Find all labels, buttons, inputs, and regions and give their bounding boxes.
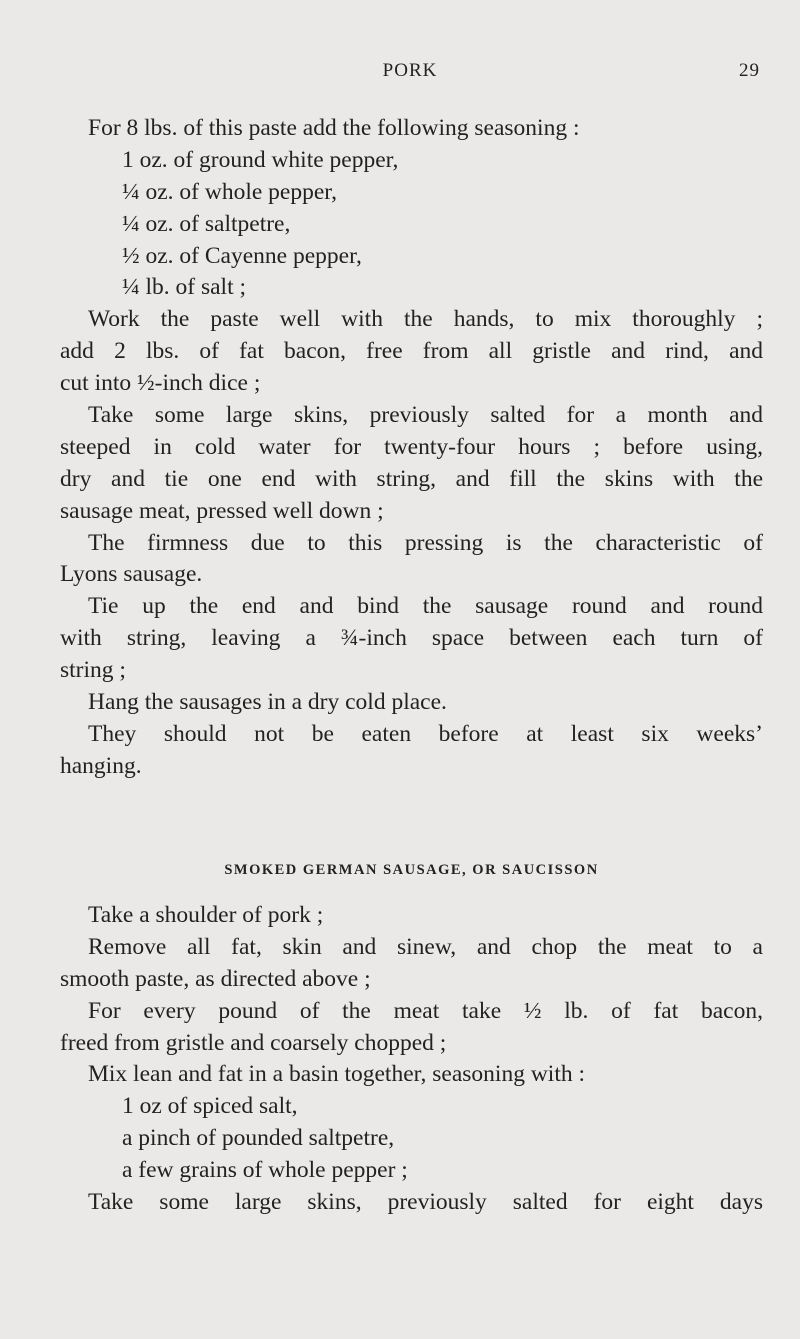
text-line: The firmness due to this pressing is the characteristic of [88, 529, 763, 556]
text-line: hanging. [60, 752, 142, 779]
text-line: Hang the sausages in a dry cold place. [88, 689, 447, 716]
text-line: Take some large skins, previously salted for a month and [88, 402, 763, 429]
recipe-text-continued [60, 113, 763, 783]
text-line: Take a shoulder of pork ; [88, 902, 324, 928]
ingredient-line: a pinch of pounded saltpetre, [122, 1125, 395, 1152]
ingredient-line: ¼ oz. of saltpetre, [122, 210, 291, 237]
text-line: add 2 lbs. of fat bacon, free from all gristle and rind, and [60, 338, 763, 365]
ingredient-line: ¼ oz. of whole pepper, [122, 178, 338, 205]
text-line: Mix lean and fat in a basin together, seasoning with : [88, 1061, 586, 1088]
running-head [60, 60, 760, 84]
section-heading: SMOKED GERMAN SAUSAGE, OR SAUCISSON [224, 862, 599, 878]
text-line: sausage meat, pressed well down ; [60, 497, 384, 524]
ingredient-line: 1 oz. of ground white pepper, [122, 146, 399, 173]
running-title: PORK [382, 60, 438, 81]
text-line: freed from gristle and coarsely chopped ; [60, 1029, 447, 1056]
text-line: Remove all fat, skin and sinew, and chop the meat to a [88, 933, 763, 960]
text-line: Work the paste well with the hands, to mix thoroughly ; [88, 306, 763, 333]
recipe-text-saucisson [60, 900, 763, 1219]
ingredient-line: ½ oz. of Cayenne pepper, [122, 242, 362, 269]
text-line: steeped in cold water for twenty-four hours ; before using, [60, 433, 763, 460]
text-line: cut into ½-inch dice ; [60, 370, 261, 397]
text-line: Tie up the end and bind the sausage round and round [88, 593, 763, 620]
text-line: dry and tie one end with string, and fill the skins with the [60, 465, 763, 492]
text-line: string ; [60, 657, 126, 684]
text-line: smooth paste, as directed above ; [60, 965, 371, 992]
text-line: Take some large skins, previously salted for eight days [88, 1189, 763, 1216]
text-line: For every pound of the meat take ½ lb. of fat bacon, [88, 997, 763, 1024]
ingredient-line: a few grains of whole pepper ; [122, 1157, 408, 1184]
text-line: with string, leaving a ¾-inch space between each turn of [60, 625, 763, 652]
ingredient-line: ¼ lb. of salt ; [122, 274, 247, 301]
ingredient-line: 1 oz of spiced salt, [122, 1093, 298, 1120]
text-line: For 8 lbs. of this paste add the following seasoning : [88, 115, 580, 141]
text-line: They should not be eaten before at least six weeks’ [88, 720, 763, 747]
page-number: 29 [739, 60, 760, 81]
text-line: Lyons sausage. [60, 561, 203, 588]
